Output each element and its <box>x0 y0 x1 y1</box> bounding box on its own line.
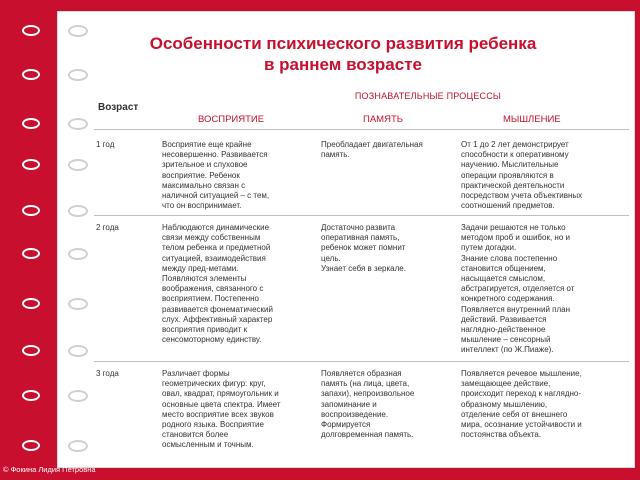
punch-hole-icon <box>68 205 88 217</box>
punch-hole-icon <box>68 345 88 357</box>
row-2-age: 2 года <box>96 223 119 232</box>
table-rule <box>94 129 629 130</box>
row-1-thinking: От 1 до 2 лет демонстрирует способности к оперативному научению. Мыслительные операции проявляются в практической деятельности посредством учета объективных соотношений предметов. <box>461 140 583 211</box>
punch-hole-icon <box>68 118 88 130</box>
punch-hole-icon <box>68 159 88 171</box>
row-2-thinking: Задачи решаются не только методом проб и ошибок, но и путем догадки. Знание слова постепенно становится общением, насыщается смыслом, абстрагируется, отделяется от конкретного содержания. Появляется внутренний план действий. Развивается наглядно-действенное мышление – сенсорный интеллект (по Ж.Пиаже). <box>461 223 575 355</box>
punch-hole-icon <box>68 25 88 37</box>
punch-hole-icon <box>68 390 88 402</box>
slide-title: Особенности психического развития ребенка в раннем возрасте <box>149 34 537 74</box>
punch-hole-icon <box>68 440 88 452</box>
binder-ring-icon <box>22 345 40 356</box>
header-memory: ПАМЯТЬ <box>363 114 403 125</box>
header-thinking: МЫШЛЕНИЕ <box>503 114 561 125</box>
header-age: Возраст <box>98 102 139 113</box>
binder-ring-icon <box>22 440 40 451</box>
header-cognitive-processes: ПОЗНАВАТЕЛЬНЫЕ ПРОЦЕССЫ <box>354 91 502 101</box>
punch-hole-icon <box>68 69 88 81</box>
punch-hole-icon <box>68 248 88 260</box>
row-3-memory: Появляется образная память (на лица, цвета, запахи), непроизвольное запоминание и воспроизведение. Формируется долговременная память. <box>321 369 415 440</box>
table-rule <box>94 361 629 362</box>
row-3-perception: Различает формы геометрических фигур: круг, овал, квадрат, прямоугольник и основные цвета спектра. Имеет место восприятие всех звуков родного языка. Восприятие становится более осмысленным и точным. <box>162 369 281 450</box>
row-2-perception: Наблюдаются динамические связи между собственным телом ребенка и предметной ситуацией, взаимодействия между пред-метами. Появляются элементы воображения, связанного с восприятием. Постепенно развивается фонематический слух. Аффективный характер восприятия приводит к сенсомоторному единству. <box>162 223 273 345</box>
row-1-perception: Восприятие еще крайне несовершенно. Развивается зрительное и слуховое восприятие. Ребенок максимально связан с наличной ситуацией – с тем, что он воспринимает. <box>162 140 270 211</box>
binder-ring-icon <box>22 159 40 170</box>
row-3-thinking: Появляется речевое мышление, замещающее действие, происходит переход к наглядно- образному мышлению, отделение себя от внешнего мира, осознание устойчивости и постоянства объекта. <box>461 369 582 440</box>
row-3-age: 3 года <box>96 369 119 378</box>
binder-ring-icon <box>22 248 40 259</box>
header-perception: ВОСПРИЯТИЕ <box>198 114 265 125</box>
row-2-memory: Достаточно развита оперативная память, ребенок может помнит цель. Узнает себя в зеркале. <box>321 223 406 273</box>
binder-ring-icon <box>22 205 40 216</box>
binder-ring-icon <box>22 69 40 80</box>
row-1-memory: Преобладает двигательная память. <box>321 140 423 160</box>
binder-ring-icon <box>22 25 40 36</box>
author-credit: © Фокина Лидия Петровна <box>3 465 96 474</box>
slide-page <box>58 12 634 467</box>
row-1-age: 1 год <box>96 140 115 149</box>
table-rule <box>94 215 629 216</box>
binder-ring-icon <box>22 298 40 309</box>
binder-ring-icon <box>22 118 40 129</box>
punch-hole-icon <box>68 298 88 310</box>
binder-ring-icon <box>22 390 40 401</box>
punch-holes <box>58 12 98 467</box>
